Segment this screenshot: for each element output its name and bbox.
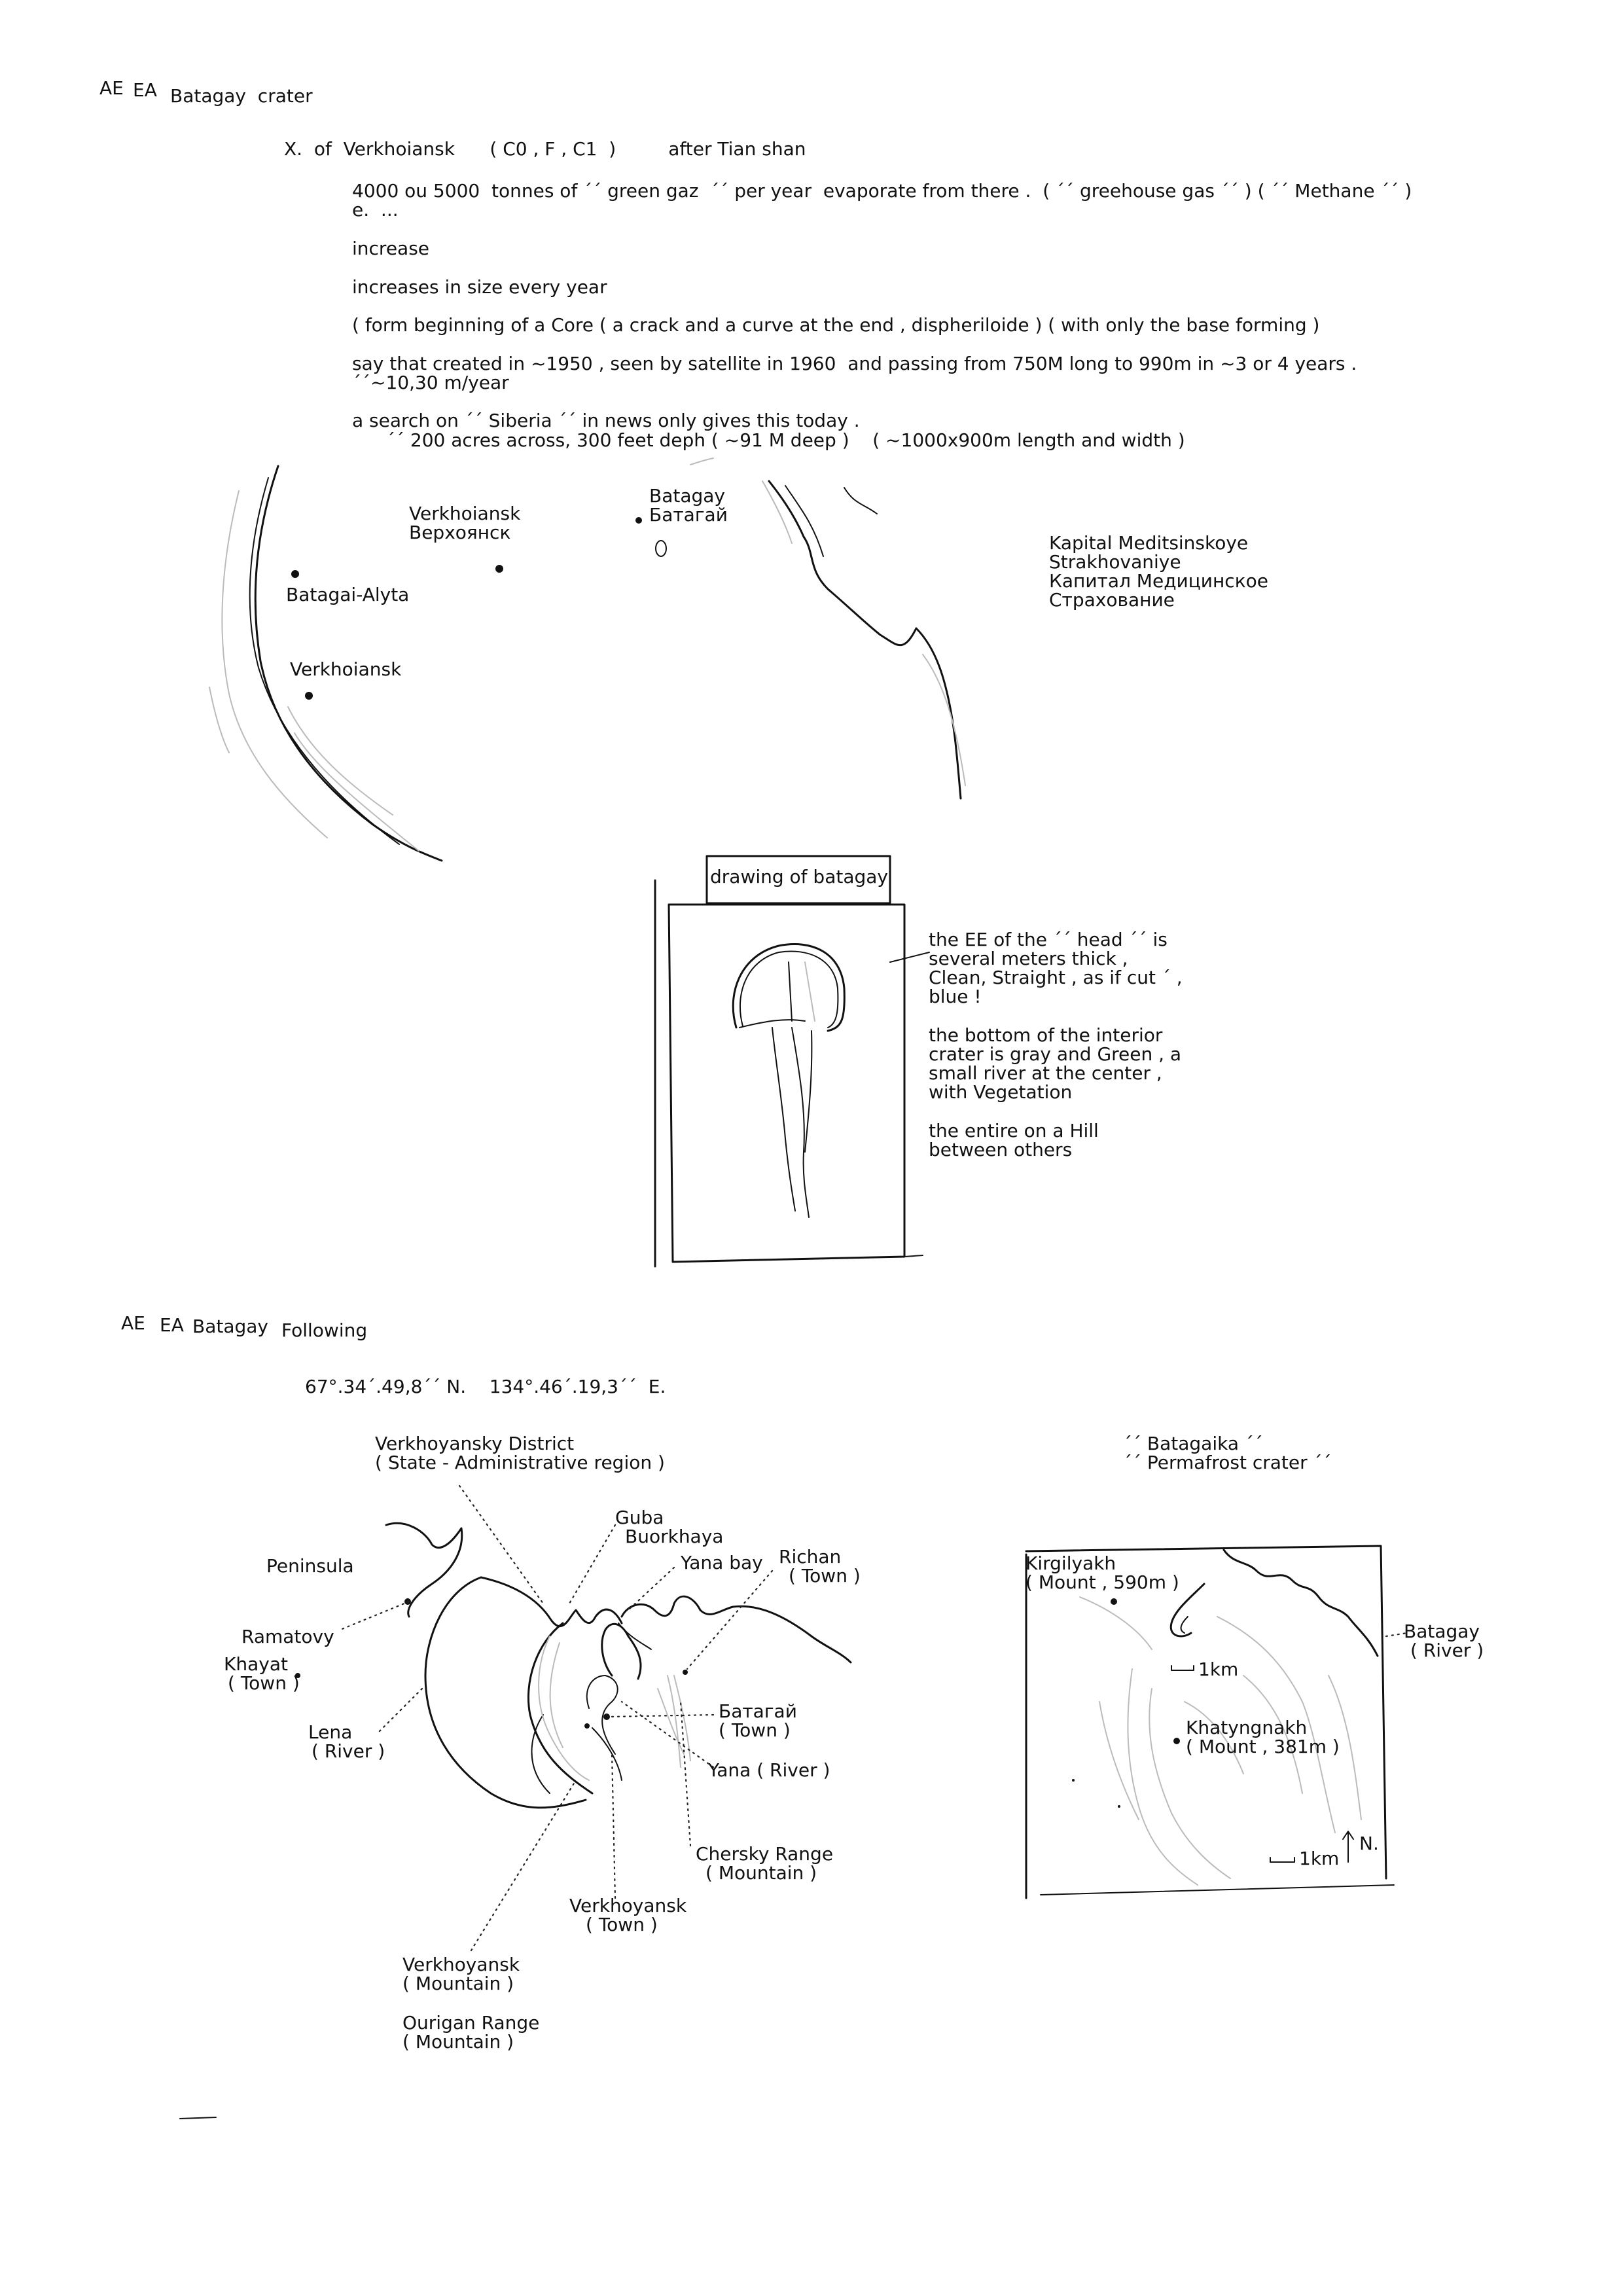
map2-chersky: Chersky Range bbox=[696, 1843, 834, 1865]
note-etc: e. ... bbox=[352, 199, 399, 221]
drawing-tab-label: drawing of batagay bbox=[710, 866, 889, 888]
map1-right-coastline bbox=[690, 458, 965, 798]
drawing-note-8: with Vegetation bbox=[929, 1081, 1073, 1103]
kapital-line-2: Strakhovaniye bbox=[1049, 551, 1181, 573]
map2-ramatovy: Ramatovy bbox=[241, 1626, 334, 1647]
map3-khatyngnakh-sub: ( Mount , 381m ) bbox=[1186, 1736, 1340, 1757]
map2-khayat: Khayat bbox=[224, 1653, 288, 1675]
map2-guba: Guba bbox=[615, 1507, 664, 1528]
note-form: ( form beginning of a Core ( a crack and a curve at the end , dispheriloide ) ( with only the base forming ) bbox=[352, 314, 1320, 336]
drawing-note-10: between others bbox=[929, 1139, 1073, 1160]
note-created: say that created in ~1950 , seen by satellite in 1960 and passing from 750M long to 990m in ~3 or 4 years . bbox=[352, 353, 1357, 374]
map2-verkhoyansk-mountain-sub: ( Mountain ) bbox=[402, 1973, 514, 1994]
drawing-note-2: several meters thick , bbox=[929, 948, 1128, 969]
heading2-following: Following bbox=[281, 1319, 368, 1341]
map2-richan: Richan bbox=[779, 1546, 842, 1568]
map1-batagay-label: Batagay bbox=[649, 485, 726, 507]
map2-verkhoyansk-mountain: Verkhoyansk bbox=[402, 1954, 520, 1975]
drawing-note-6: crater is gray and Green , a bbox=[929, 1043, 1182, 1065]
heading-ae: AE bbox=[99, 77, 124, 99]
map3-batagay-river: Batagay bbox=[1404, 1621, 1480, 1642]
map3-title-1: ´´ Batagaika ´´ bbox=[1123, 1433, 1263, 1454]
map2-buorkhaya: Buorkhaya bbox=[625, 1526, 724, 1547]
drawing-note-3: Clean, Straight , as if cut ´ , bbox=[929, 967, 1183, 988]
drawing-note-9: the entire on a Hill bbox=[929, 1120, 1099, 1141]
map3-scale-1km-b: 1km bbox=[1299, 1848, 1340, 1869]
map2-yana-bay: Yana bay bbox=[681, 1552, 763, 1573]
map3-khatyngnakh: Khatyngnakh bbox=[1186, 1717, 1308, 1738]
map2-batagai-town-sub: ( Town ) bbox=[719, 1719, 791, 1741]
map2-chersky-sub: ( Mountain ) bbox=[705, 1862, 817, 1884]
map3-kirgilyakh: Kirgilyakh bbox=[1026, 1552, 1116, 1574]
drawing-note-4: blue ! bbox=[929, 986, 982, 1007]
map2-yana-river: Yana ( River ) bbox=[708, 1759, 830, 1781]
page-title: Batagay crater bbox=[170, 85, 313, 107]
map3-north-label: N. bbox=[1359, 1833, 1379, 1854]
map2-verkhoyansk-town-sub: ( Town ) bbox=[586, 1914, 658, 1935]
kapital-line-3: Капитал Медицинское bbox=[1049, 570, 1268, 592]
line-x-verkhoiansk: X. of Verkhoiansk ( C0 , F , C1 ) after Tian shan bbox=[284, 138, 806, 160]
map2-richan-sub: ( Town ) bbox=[789, 1565, 861, 1587]
map2-lena-sub: ( River ) bbox=[312, 1740, 385, 1762]
map2-district: Verkhoyansky District bbox=[375, 1433, 575, 1454]
heading2-batagay: Batagay bbox=[192, 1316, 269, 1337]
crater-sketch bbox=[733, 944, 844, 1217]
map2-batagai-town: Батагай bbox=[719, 1700, 797, 1722]
coordinates: 67°.34´.49,8´´ N. 134°.46´.19,3´´ E. bbox=[305, 1376, 666, 1397]
map3-title-2: ´´ Permafrost crater ´´ bbox=[1123, 1452, 1332, 1473]
drawing-frame bbox=[655, 856, 929, 1266]
map1-batagai-alyta-label: Batagai-Alyta bbox=[286, 584, 410, 605]
map1-verkhoiansk2-label: Verkhoiansk bbox=[290, 658, 402, 680]
kapital-line-4: Страхование bbox=[1049, 589, 1175, 611]
drawing-note-5: the bottom of the interior bbox=[929, 1024, 1163, 1046]
map1-verkhoiansk-cyr-label: Верхоянск bbox=[409, 522, 511, 543]
map3-batagay-river-sub: ( River ) bbox=[1410, 1640, 1484, 1661]
heading2-ea: EA bbox=[160, 1314, 184, 1336]
map2-khayat-sub: ( Town ) bbox=[228, 1672, 300, 1694]
map2-ourigan-sub: ( Mountain ) bbox=[402, 2031, 514, 2053]
map1-verkhoiansk-label: Verkhoiansk bbox=[409, 503, 521, 524]
map1-batagay-cyr-label: Батагай bbox=[649, 504, 728, 526]
note-search: a search on ´´ Siberia ´´ in news only gives this today . bbox=[352, 410, 860, 431]
drawing-note-7: small river at the center , bbox=[929, 1062, 1162, 1084]
note-increase: increase bbox=[352, 238, 430, 259]
kapital-line-1: Kapital Meditsinskoye bbox=[1049, 532, 1249, 554]
map2-peninsula: Peninsula bbox=[266, 1555, 354, 1577]
note-size: ´´ 200 acres across, 300 feet deph ( ~91 M deep ) ( ~1000x900m length and width ) bbox=[386, 429, 1185, 451]
heading2-ae: AE bbox=[121, 1312, 145, 1334]
note-gas: 4000 ou 5000 tonnes of ´´ green gaz ´´ per year evaporate from there . ( ´´ greehouse gas ´´ ) ( ´´ Methane ´´ ) bbox=[352, 180, 1412, 202]
map2-verkhoyansk-town: Verkhoyansk bbox=[569, 1895, 687, 1916]
map2-ourigan: Ourigan Range bbox=[402, 2012, 540, 2034]
note-rate: ´´~10,30 m/year bbox=[352, 372, 509, 393]
note-increases-size: increases in size every year bbox=[352, 276, 607, 298]
heading-ea: EA bbox=[133, 79, 157, 101]
map3-kirgilyakh-sub: ( Mount , 590m ) bbox=[1026, 1571, 1179, 1593]
drawing-note-1: the EE of the ´´ head ´´ is bbox=[929, 929, 1168, 950]
map3-scale-1km-a: 1km bbox=[1198, 1659, 1239, 1680]
map2-lena: Lena bbox=[308, 1721, 353, 1743]
map2-district-sub: ( State - Administrative region ) bbox=[375, 1452, 665, 1473]
